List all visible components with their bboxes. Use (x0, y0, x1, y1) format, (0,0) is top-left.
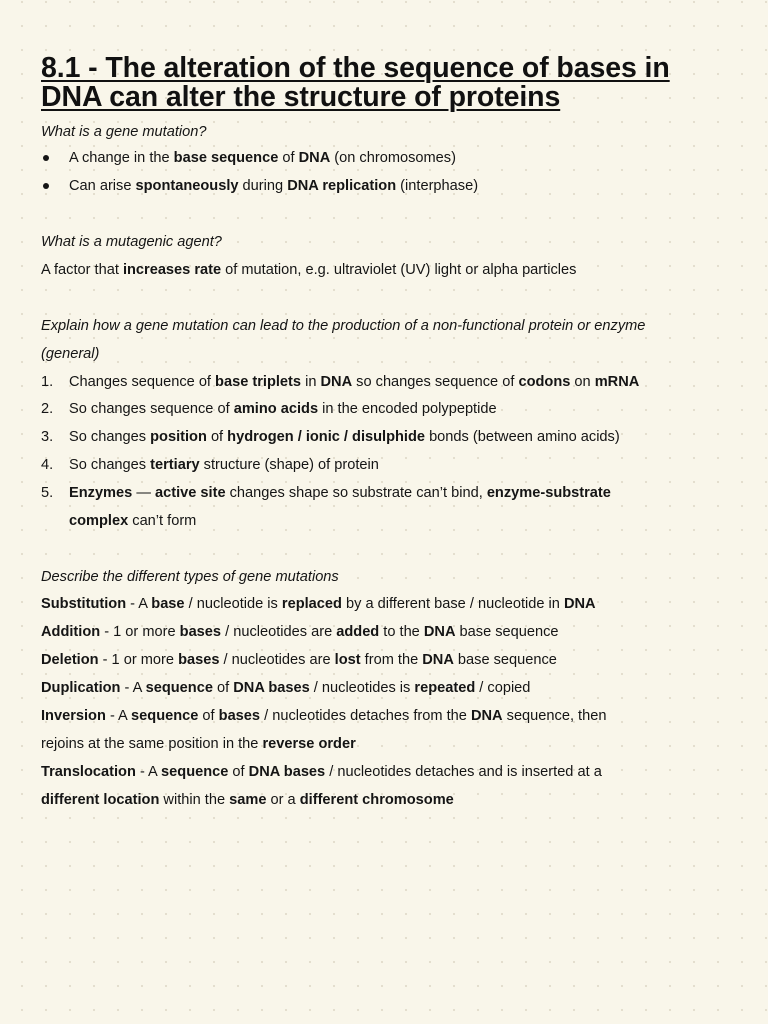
text-run: to the (379, 624, 424, 640)
text-run: so changes sequence of (352, 374, 519, 390)
text-run: structure (shape) of protein (199, 457, 379, 473)
bullet-item (69, 176, 478, 196)
bold-term: replaced (281, 596, 342, 612)
bold-term: Translocation (41, 764, 136, 780)
question-non-functional-protein: Explain how a gene mutation can lead to the production of a non-functional protein or enzyme (41, 318, 646, 334)
text-run: sequence, then (502, 708, 607, 724)
list-number: 2. (41, 401, 54, 417)
text-run: A factor that (41, 262, 123, 278)
text-run: of (212, 680, 234, 696)
bold-term: active site (154, 485, 226, 501)
text-run: in the encoded polypeptide (318, 401, 497, 417)
bold-term: added (336, 624, 380, 640)
list-item (69, 455, 379, 475)
page-title: 8.1 - The alteration of the sequence of bases in DNA can alter the structure of proteins (41, 52, 670, 113)
bold-term: Addition (41, 624, 101, 640)
text-run: A change in the (69, 150, 174, 166)
list-number: 5. (41, 485, 54, 501)
bold-term: sequence (131, 708, 199, 724)
text-run: or a (266, 792, 300, 808)
mutation-type-translocation (41, 762, 741, 782)
mutation-type-substitution (41, 594, 741, 614)
bold-term: DNA replication (287, 178, 397, 194)
text-run: - A (120, 680, 146, 696)
text-run: — (132, 485, 155, 501)
bold-term: DNA bases (233, 680, 310, 696)
mutation-type-deletion (41, 650, 741, 670)
bold-term: Deletion (41, 652, 99, 668)
text-run: / nucleotides detaches and is inserted at a (325, 764, 602, 780)
bold-term: enzyme-substrate (486, 485, 611, 501)
bold-term: DNA (298, 150, 331, 166)
bold-term: DNA (563, 596, 596, 612)
text-run: - 1 or more (100, 624, 180, 640)
text-run: in (301, 374, 321, 390)
bold-term: tertiary (150, 457, 200, 473)
bold-term: Inversion (41, 708, 106, 724)
text-run: of (198, 708, 219, 724)
text-run: Can arise (69, 178, 136, 194)
text-run: rejoins at the same position in the (41, 736, 263, 752)
question-mutation-types: Describe the different types of gene mutations (41, 569, 339, 585)
text-run: of (228, 764, 249, 780)
bold-term: DNA (423, 624, 456, 640)
text-run: / nucleotide is (184, 596, 282, 612)
bold-term: different location (41, 792, 160, 808)
text-run: bonds (between amino acids) (425, 429, 620, 445)
bold-term: lost (334, 652, 361, 668)
text-run: / nucleotides detaches from the (260, 708, 471, 724)
list-item (69, 483, 611, 503)
bold-term: spontaneously (135, 178, 239, 194)
bold-term: different chromosome (299, 792, 454, 808)
text-run: / nucleotides is (309, 680, 415, 696)
bold-term: mRNA (594, 374, 640, 390)
bold-term: reverse order (262, 736, 356, 752)
text-run: - A (105, 708, 132, 724)
text-run: / nucleotides are (221, 624, 337, 640)
text-run: of (278, 150, 299, 166)
text-run: (on chromosomes) (330, 150, 456, 166)
mutation-type-addition (41, 622, 741, 642)
bold-term: DNA bases (248, 764, 326, 780)
bold-term: Substitution (41, 596, 127, 612)
bold-term: sequence (161, 764, 229, 780)
bold-term: same (229, 792, 267, 808)
bold-term: DNA (470, 708, 503, 724)
text-run: on (570, 374, 595, 390)
answer-mutagenic-agent (41, 260, 741, 280)
text-run: can’t form (128, 513, 197, 529)
text-run: from the (360, 652, 423, 668)
question-gene-mutation: What is a gene mutation? (41, 124, 207, 140)
bold-term: base (151, 596, 185, 612)
bold-term: increases rate (122, 262, 222, 278)
bold-term: bases (218, 708, 261, 724)
list-number: 4. (41, 457, 54, 473)
list-item (69, 372, 639, 392)
mutation-type-inversion (41, 706, 741, 726)
text-run: (interphase) (396, 178, 479, 194)
bold-term: bases (179, 624, 222, 640)
list-item-continuation (69, 511, 196, 531)
bold-term: Enzymes (69, 485, 133, 501)
bold-term: base triplets (215, 374, 302, 390)
text-run: changes shape so substrate can’t bind, (225, 485, 487, 501)
question-mutagenic-agent: What is a mutagenic agent? (41, 234, 222, 250)
mutation-type-duplication (41, 678, 741, 698)
bold-term: codons (518, 374, 571, 390)
text-run: base sequence (453, 652, 557, 668)
text-run: during (238, 178, 288, 194)
list-number: 3. (41, 429, 54, 445)
bold-term: position (150, 429, 207, 445)
bullet-item (69, 148, 456, 168)
bullet-icon (43, 155, 49, 161)
text-run: of mutation, e.g. ultraviolet (UV) light or alpha particles (221, 262, 577, 278)
bold-term: base sequence (173, 150, 279, 166)
bold-term: DNA (422, 652, 454, 668)
text-run: / nucleotides are (219, 652, 335, 668)
text-run: - A (126, 596, 152, 612)
list-item (69, 427, 620, 447)
bullet-icon (43, 183, 49, 189)
bold-term: DNA (320, 374, 353, 390)
bold-term: bases (178, 652, 220, 668)
text-run: / copied (475, 680, 531, 696)
text-run: of (206, 429, 228, 445)
bold-term: complex (69, 513, 129, 529)
text-run: by a different base / nucleotide in (341, 596, 564, 612)
text-run: So changes (69, 429, 151, 445)
bold-term: repeated (414, 680, 476, 696)
bold-term: Duplication (41, 680, 121, 696)
bold-term: hydrogen / ionic / disulphide (227, 429, 426, 445)
mutation-type-inversion-cont (41, 734, 741, 754)
text-run: within the (159, 792, 230, 808)
text-run: - A (135, 764, 162, 780)
mutation-type-translocation-cont (41, 790, 741, 810)
text-run: - 1 or more (98, 652, 179, 668)
bold-term: sequence (145, 680, 213, 696)
text-run: So changes sequence of (69, 401, 234, 417)
bold-term: amino acids (233, 401, 319, 417)
list-number: 1. (41, 374, 54, 390)
question-non-functional-protein-cont: (general) (41, 346, 100, 362)
text-run: Changes sequence of (69, 374, 216, 390)
text-run: So changes (69, 457, 151, 473)
text-run: base sequence (455, 624, 559, 640)
list-item (69, 399, 497, 419)
